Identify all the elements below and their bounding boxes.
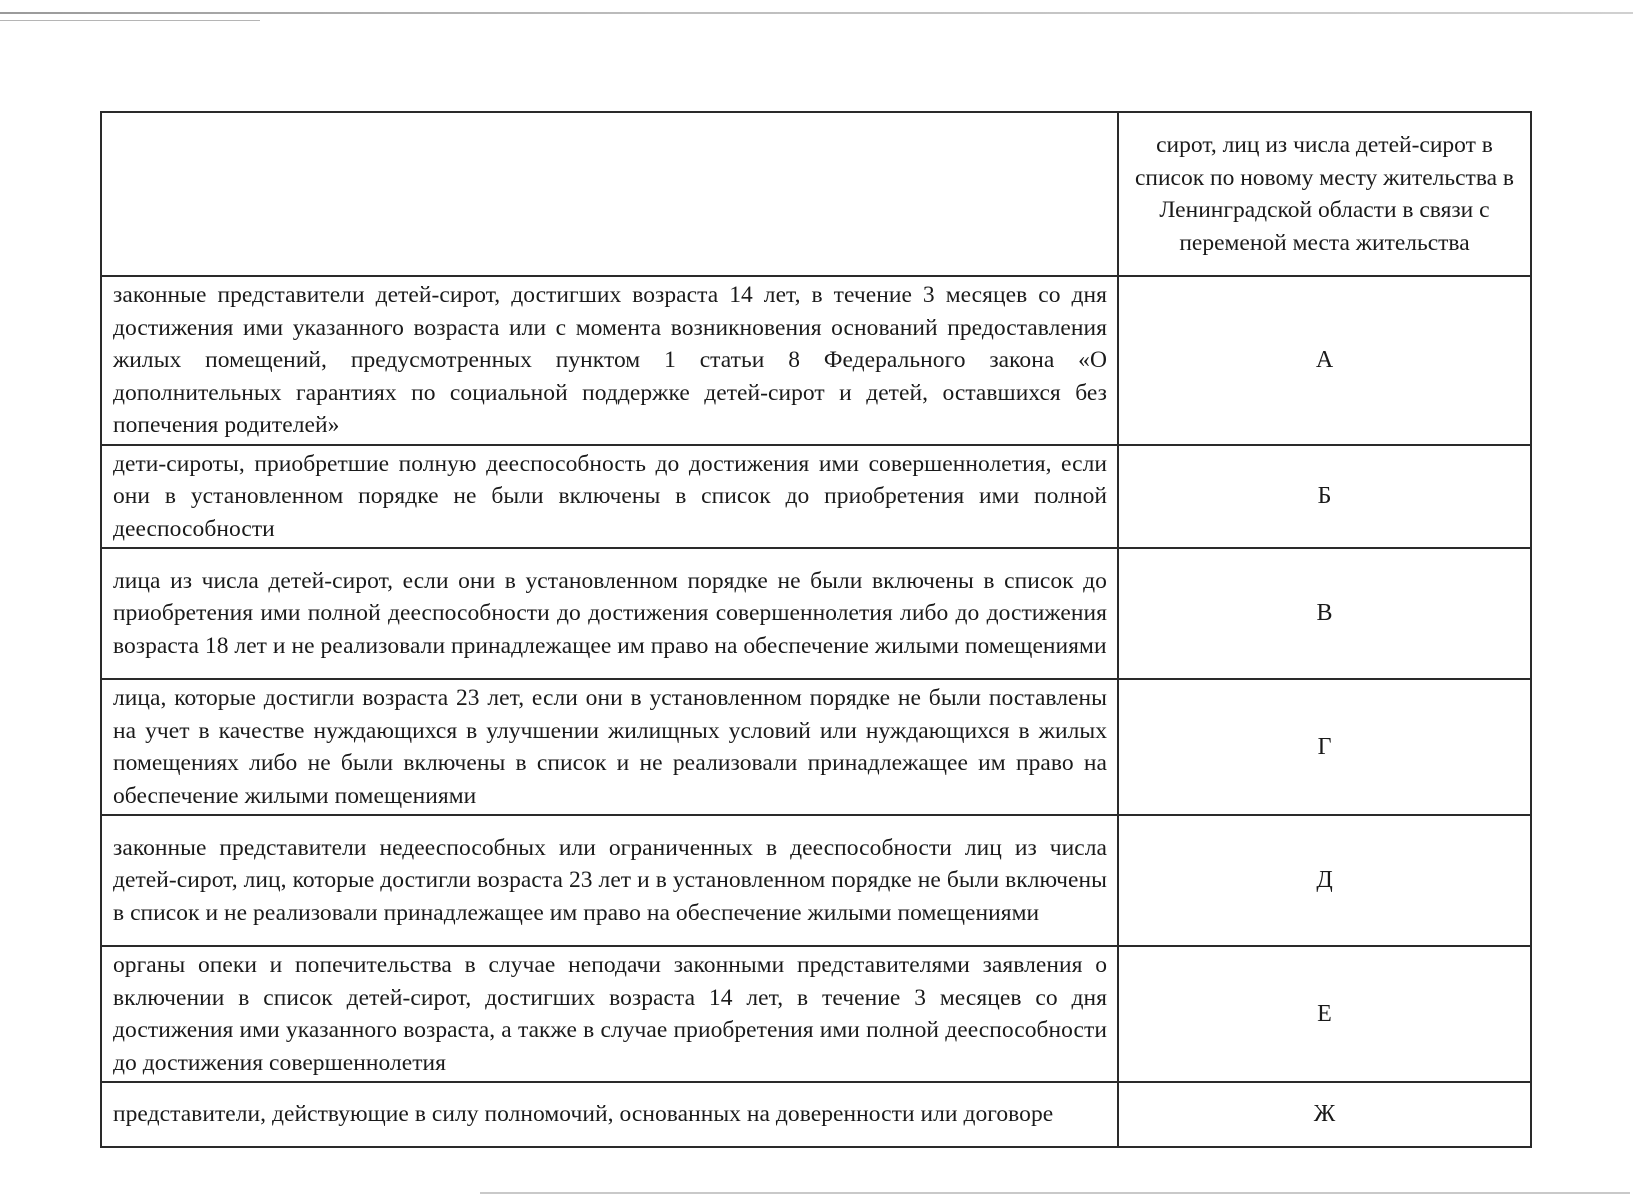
table-row: [101, 679, 1531, 815]
applicant-letter-cell: [1118, 548, 1531, 679]
table-header-row: [101, 112, 1531, 276]
applicants-table: [100, 111, 1532, 1148]
scan-edge-bottom: [480, 1192, 1630, 1194]
applicant-description-cell: [101, 1082, 1118, 1147]
applicant-letter: Б: [1317, 482, 1332, 509]
applicant-letter: В: [1316, 600, 1333, 626]
applicant-letter-cell: [1118, 445, 1531, 549]
applicant-description: органы опеки и попечительства в случае неподачи законными представителями заявления о включении в список детей-сирот, достигших возраста 14 лет, в течение 3 месяцев со дня достижения ими указанного возраста, а также в случае приобретения ими полной дееспособности до достижения совершеннолетия: [113, 952, 1107, 1076]
applicant-description: законные представители детей-сирот, достигших возраста 14 лет, в течение 3 месяцев со дня достижения ими указанного возраста или с момента возникновения оснований предоставления жилых помещений, предусмотренных пунктом 1 статьи 8 Федерального закона «О дополнительных гарантиях по социальной поддержке детей-сирот и детей, оставшихся без попечения родителей»: [113, 282, 1107, 438]
applicant-description: законные представители недееспособных или ограниченных в дееспособности лиц из числа детей-сирот, лиц, которые достигли возраста 23 лет и в установленном порядке не были включены в список и не реализовали принадлежащее им право на обеспечение жилыми помещениями: [113, 834, 1107, 926]
applicant-letter-cell: [1118, 1082, 1531, 1147]
header-cell-left: [101, 112, 1118, 276]
applicant-description: дети-сироты, приобретшие полную дееспособность до достижения ими совершеннолетия, если они в установленном порядке не были включены в список до приобретения ими полной дееспособности: [113, 450, 1107, 542]
applicant-letter-cell: [1118, 276, 1531, 445]
applicant-letter-cell: [1118, 946, 1531, 1082]
scan-edge-top: [0, 12, 1633, 14]
applicant-description-cell: [101, 679, 1118, 815]
header-left-text: [102, 192, 1117, 196]
applicant-description-cell: [101, 445, 1118, 549]
applicant-letter-cell: [1118, 679, 1531, 815]
applicant-description: представители, действующие в силу полномочий, основанных на доверенности или договоре: [113, 1101, 1054, 1128]
scan-edge-top-short: [0, 20, 260, 21]
applicant-letter: Е: [1317, 1000, 1332, 1027]
applicant-letter: Д: [1316, 867, 1333, 893]
header-right-text: сирот, лиц из числа детей-сирот в список по новому месту жительства в Ленинградской области в связи с переменой места жительства: [1134, 132, 1515, 256]
applicant-letter-cell: [1118, 815, 1531, 946]
header-cell-right: [1118, 112, 1531, 276]
applicant-description: лица, которые достигли возраста 23 лет, если они в установленном порядке не были поставлены на учет в качестве нуждающихся в улучшении жилищных условий или нуждающихся в жилых помещениях либо не были включены в список и не реализовали принадлежащее им право на обеспечение жилыми помещениями: [113, 685, 1107, 809]
table-row: [101, 1082, 1531, 1147]
applicant-letter: А: [1315, 346, 1334, 373]
table-row: [101, 445, 1531, 549]
table-row: [101, 276, 1531, 445]
table-row: [101, 548, 1531, 679]
applicant-description-cell: [101, 815, 1118, 946]
table-row: [101, 815, 1531, 946]
applicant-description-cell: [101, 276, 1118, 445]
applicant-letter: Ж: [1313, 1101, 1336, 1127]
applicant-description-cell: [101, 548, 1118, 679]
applicant-description-cell: [101, 946, 1118, 1082]
table-row: [101, 946, 1531, 1082]
applicant-letter: Г: [1317, 733, 1332, 760]
applicant-description: лица из числа детей-сирот, если они в установленном порядке не были включены в список до приобретения ими полной дееспособности до достижения совершеннолетия либо до достижения возраста 18 лет и не реализовали принадлежащее им право на обеспечение жилыми помещениями: [113, 567, 1107, 659]
